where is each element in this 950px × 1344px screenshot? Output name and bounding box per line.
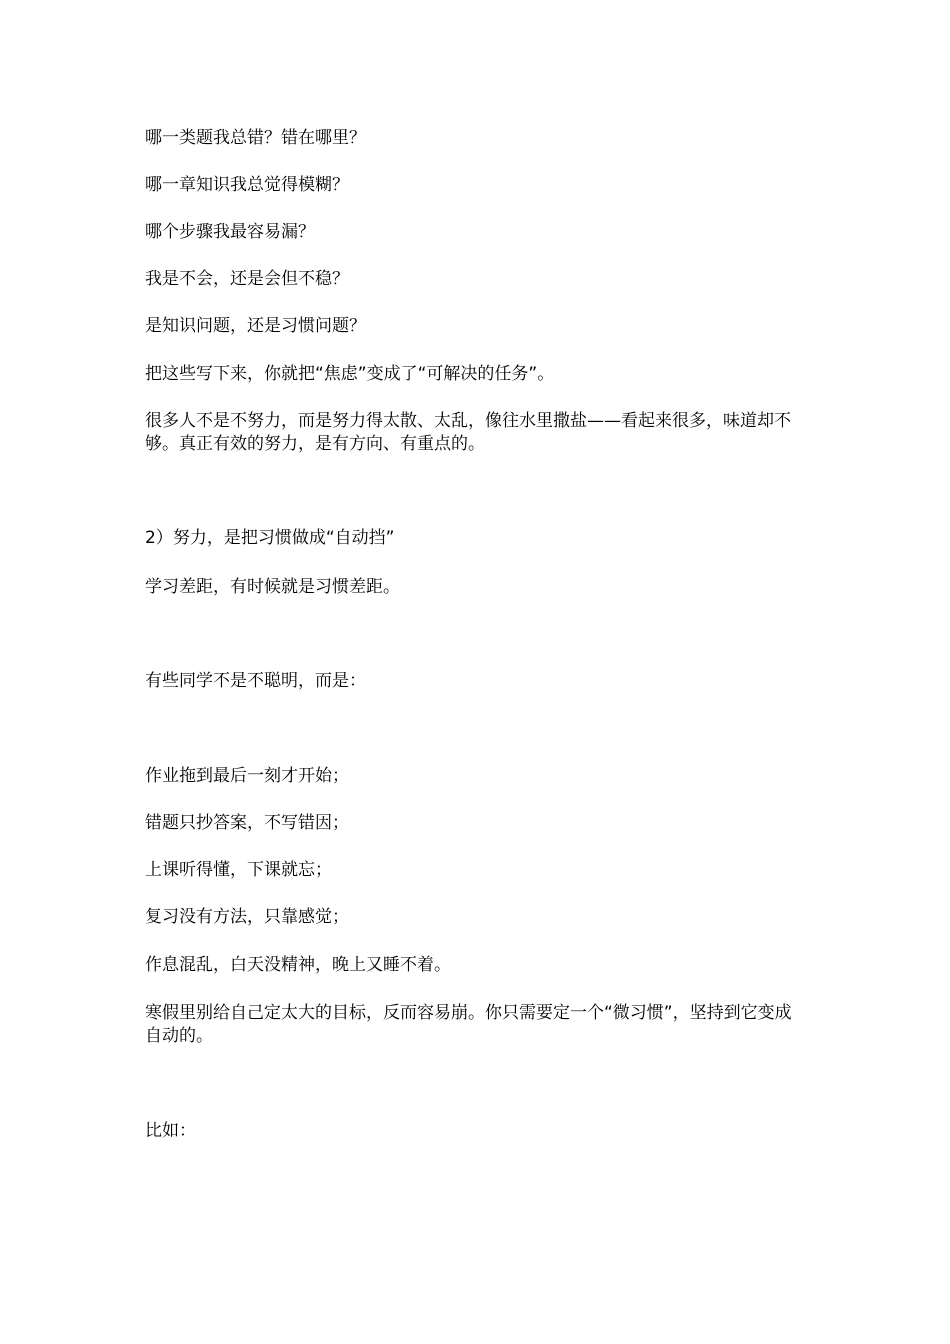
list-item: 复习没有方法，只靠感觉； [145,907,349,927]
question-line: 哪个步骤我最容易漏？ [145,222,315,242]
question-line: 我是不会，还是会但不稳？ [145,269,349,289]
list-item: 错题只抄答案，不写错因； [145,813,349,833]
body-paragraph: 把这些写下来，你就把“焦虑”变成了“可解决的任务”。 [145,364,555,384]
list-item: 上课听得懂，下课就忘； [145,860,332,880]
body-paragraph: 有些同学不是不聪明，而是： [145,671,366,691]
body-paragraph: 学习差距，有时候就是习惯差距。 [145,577,400,597]
question-line: 哪一章知识我总觉得模糊？ [145,175,349,195]
body-paragraph: 很多人不是不努力，而是努力得太散、太乱，像往水里撒盐——看起来很多，味道却不够。真正有效的努力，是有方向、有重点的。 [145,411,791,454]
question-line: 是知识问题，还是习惯问题？ [145,316,366,336]
section-heading: 2）努力，是把习惯做成“自动挡” [145,528,395,548]
list-item: 作业拖到最后一刻才开始； [145,766,349,786]
question-line: 哪一类题我总错？错在哪里？ [145,128,366,148]
body-paragraph: 比如： [145,1121,196,1141]
list-item: 作息混乱，白天没精神，晚上又睡不着。 [145,955,451,975]
body-paragraph: 寒假里别给自己定太大的目标，反而容易崩。你只需要定一个“微习惯”，坚持到它变成自动的。 [145,1003,792,1046]
